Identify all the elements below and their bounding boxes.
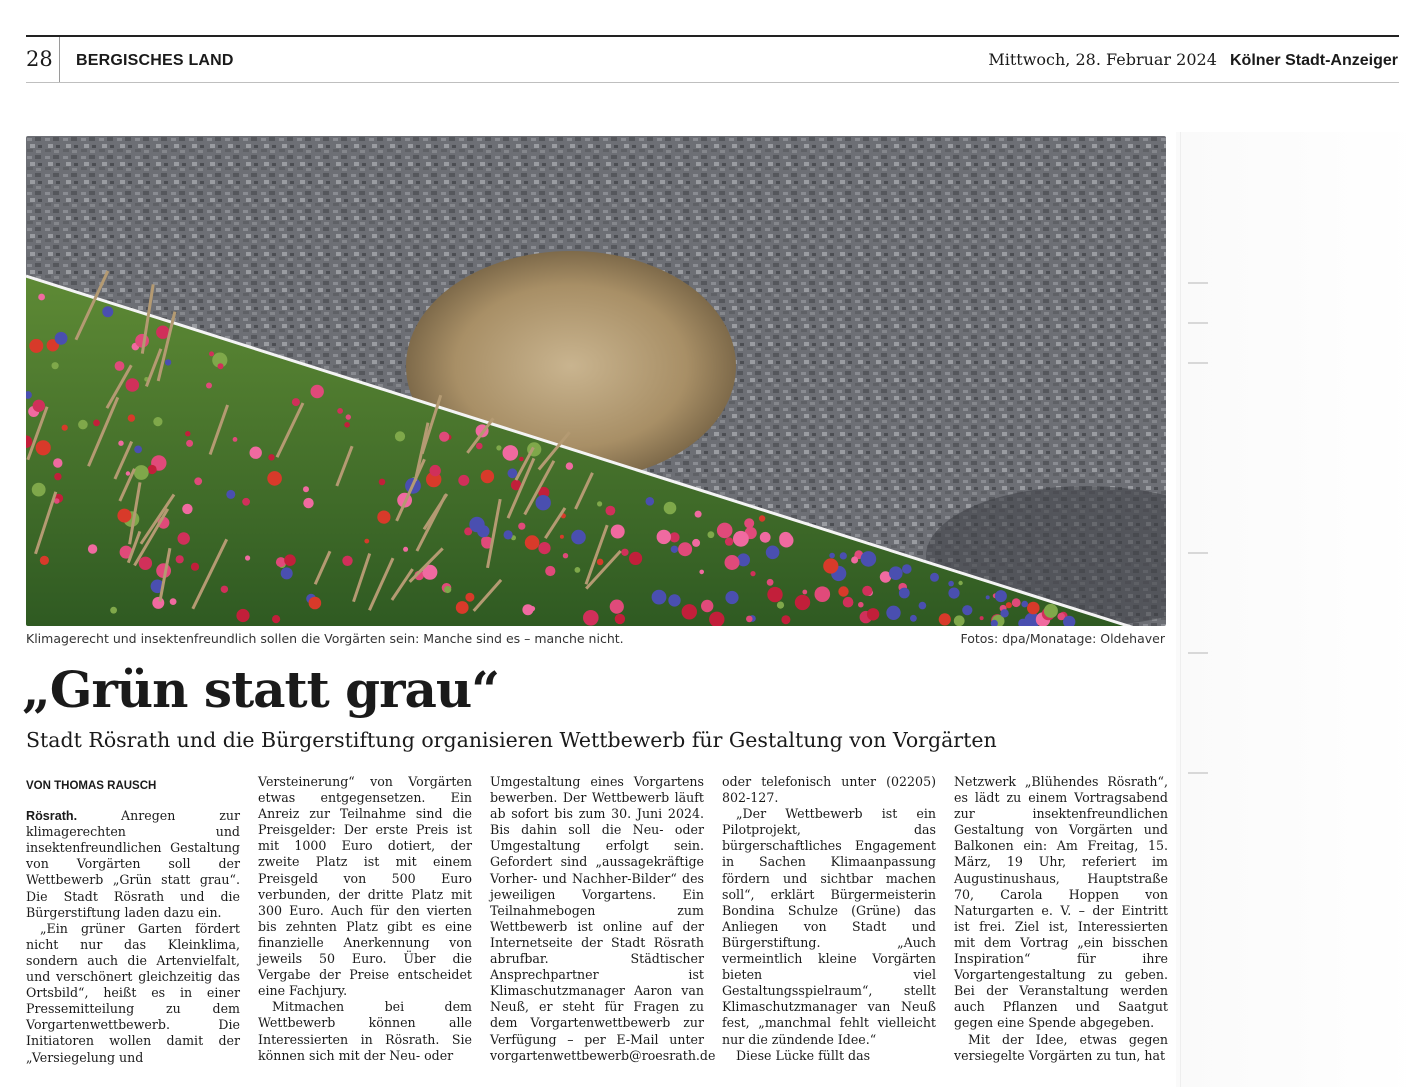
flower-dot (508, 468, 518, 478)
flower-dot (954, 615, 965, 626)
flower-dot (267, 471, 282, 486)
flower-dot (54, 473, 61, 480)
flower-dot (118, 441, 123, 446)
flower-dot (38, 294, 45, 301)
flower-dot (52, 362, 59, 369)
flower-dot (538, 542, 550, 554)
faded-text-line (1188, 652, 1208, 654)
flower-dot (958, 581, 962, 585)
flower-dot (725, 555, 740, 570)
flower-dot (152, 597, 164, 609)
flower-dot (503, 445, 519, 461)
flower-dot (682, 604, 697, 619)
flower-dot (962, 605, 972, 615)
flower-dot (823, 558, 838, 573)
flower-dot (646, 497, 655, 506)
flower-dot (303, 486, 309, 492)
flower-dot (678, 542, 692, 556)
flower-dot (276, 557, 286, 567)
flower-dot (701, 600, 713, 612)
flower-dot (919, 602, 927, 610)
body-paragraph: Umgestaltung eines Vorgartens bewerben. Der Wettbewerb läuft ab sofort bis zum 30. Juni 2024. Bis dahin soll die Neu- oder Umgestaltung erfolgt sein. Gefordert sind „aussagekräftige Vorher- und Nachher-Bilder“ des jeweiligen Vorgartens. Ein Teilnahmebogen zum Wettbewerb ist online auf der Internetseite der Stadt Rösrath abrufbar. Städtischer Ansprechpartner ist Klimaschutzmanager Aaron van Neuß, er steht für Fragen zu dem Vorgartenwettbewerb zur Verfügung – per E-Mail unter vorgartenwettbewerb@roesrath.de (490, 774, 716, 1063)
flower-dot (115, 361, 125, 371)
flower-dot (218, 363, 224, 369)
flower-dot (268, 454, 274, 460)
flower-dot (292, 398, 300, 406)
flower-dot (62, 425, 68, 431)
flower-dot (851, 557, 858, 564)
flower-dot (33, 400, 45, 412)
text-column-5 (954, 774, 1168, 1064)
flower-dot (481, 537, 488, 544)
flower-dot (284, 554, 296, 566)
flower-dot (176, 555, 184, 563)
adjacent-article-fade (1176, 132, 1420, 1087)
flower-dot (858, 602, 864, 608)
flower-dot (481, 470, 494, 483)
flower-dot (469, 517, 484, 532)
text-column-2 (258, 774, 472, 1064)
flower-dot (862, 586, 872, 596)
flower-dot (668, 594, 680, 606)
flower-dot (194, 477, 202, 485)
body-paragraph: Netzwerk „Blühendes Rösrath“, es lädt zu einem Vortragsabend zur insektenfreundlichen Gestaltung von Vorgärten und Balkonen ein: Am Freitag, 15. März, 19 Uhr, referiert im Augustinushaus, Hauptstraße 70, Carola Hoppen von Naturgarten e. V. – der Eintritt ist frei. Ziel ist, Interessierten mit dem Vortrag „ein bisschen Inspiration“ für ihre Vorgartengestaltung zu geben. Bei der Veranstaltung werden auch Pflanzen und Saatgut gegen eine Spende abgegeben. (954, 774, 1168, 1031)
flower-dot (838, 586, 848, 596)
flower-dot (597, 559, 604, 566)
body-paragraph: „Der Wettbewerb ist ein Pilotprojekt, das bürgerschaftliches Engagement in Sachen Klimaanpassung fördern und sichtbar machen soll“, erklärt Bürgermeisterin Bondina Schulze (Grüne) das Anliegen von Stadt und Bürgerstiftung. „Auch vermeintlich kleine Vorgärten bieten viel Gestaltungsspielraum“, stellt Klimaschutzmanager van Neuß fest, „manchmal fehlt vielleicht nur die zündende Idee.“ (722, 806, 936, 1047)
lead-paragraph (26, 808, 240, 921)
flower-dot (766, 546, 780, 560)
flower-dot (379, 479, 386, 486)
flower-dot (29, 339, 43, 353)
flower-dot (767, 579, 774, 586)
flower-dot (621, 549, 628, 556)
flower-dot (55, 332, 68, 345)
flower-dot (759, 515, 765, 521)
flower-dot (242, 498, 250, 506)
body-paragraph: oder telefonisch unter (02205) 802-127. (722, 774, 936, 806)
flower-dot (583, 610, 599, 626)
dateline: Rösrath. (26, 809, 78, 824)
flower-dot (170, 598, 177, 605)
flower-dot (444, 586, 451, 593)
flower-dot (281, 567, 293, 579)
flower-dot (134, 465, 149, 480)
flower-dot (40, 556, 49, 565)
flower-dot (695, 511, 702, 518)
photo-illustration (26, 136, 1166, 626)
flower-dot (1021, 601, 1028, 608)
flower-dot (767, 587, 782, 602)
flower-dot (725, 591, 738, 604)
byline: VON THOMAS RAUSCH (26, 780, 157, 792)
body-paragraph: „Ein grüner Garten fördert nicht nur das Kleinklima, sondern auch die Artenvielfalt, und verschönert gleichzeitig das Ortsbild“, heißt es in einer Pressemitteilung zu dem Vorgartenwettbewerb. Die Initiatoren wollen damit der „Versiegelung und (26, 920, 240, 1065)
flower-dot (128, 414, 135, 421)
flower-dot (102, 306, 113, 317)
flower-dot (1012, 598, 1021, 607)
page-number: 28 (26, 47, 53, 71)
body-paragraph: Diese Lücke füllt das (736, 1047, 871, 1063)
flower-dot (615, 614, 625, 624)
body-paragraph: Mitmachen bei dem Wettbewerb können alle Interessierten in Rösrath. Sie können sich mit der Neu- oder (258, 999, 472, 1063)
flower-dot (32, 483, 46, 497)
flower-dot (337, 408, 343, 414)
flower-dot (781, 615, 790, 624)
flower-dot (606, 506, 616, 516)
flower-dot (525, 535, 540, 550)
flower-dot (250, 447, 262, 459)
flower-dot (126, 471, 130, 475)
flower-dot (221, 586, 228, 593)
newspaper-name: Kölner Stadt-Anzeiger (1229, 52, 1398, 69)
flower-dot (843, 597, 854, 608)
flower-dot (530, 606, 535, 611)
section-name: BERGISCHES LAND (76, 52, 234, 69)
flower-dot (272, 615, 280, 623)
flower-dot (980, 616, 984, 620)
text-column-1 (26, 774, 240, 1066)
flower-dot (948, 588, 959, 599)
flower-dot (802, 590, 807, 595)
header-divider (59, 37, 60, 82)
flower-dot (430, 465, 441, 476)
body-paragraph: Mit der Idee, etwas gegen versiegelte Vorgärten zu tun, hat (954, 1031, 1168, 1063)
flower-dot (671, 546, 678, 553)
flower-dot (344, 422, 350, 428)
flower-dot (311, 385, 324, 398)
flower-dot (939, 613, 951, 625)
flower-dot (504, 530, 513, 539)
faded-text-line (1188, 362, 1208, 364)
flower-dot (795, 595, 810, 610)
faded-text-line (1188, 772, 1208, 774)
flower-dot (1006, 602, 1012, 608)
flower-dot (545, 566, 555, 576)
flower-dot (403, 547, 408, 552)
flower-dot (93, 420, 100, 427)
flower-dot (861, 551, 877, 567)
flower-dot (886, 606, 900, 620)
flower-dot (597, 501, 602, 506)
faded-text-line (1188, 322, 1208, 324)
flower-dot (571, 530, 586, 545)
flower-dot (902, 564, 912, 574)
flower-dot (744, 518, 754, 528)
flower-dot (611, 525, 625, 539)
flower-dot (439, 432, 449, 442)
issue-date: Mittwoch, 28. Februar 2024 (988, 50, 1217, 69)
flower-dot (236, 609, 249, 622)
flower-dot (867, 608, 879, 620)
flower-dot (708, 531, 715, 538)
flower-dot (664, 502, 677, 515)
flower-dot (815, 586, 831, 602)
flower-dot (1000, 609, 1008, 617)
flower-dot (309, 597, 322, 610)
flower-dot (206, 383, 212, 389)
flower-dot (518, 523, 525, 530)
flower-dot (629, 552, 642, 565)
flower-dot (995, 590, 1007, 602)
flower-dot (777, 602, 784, 609)
photo-credit: Fotos: dpa/Monatage: Oldehaver (960, 631, 1165, 646)
flower-dot (134, 446, 142, 454)
article-subheadline: Stadt Rösrath und die Bürgerstiftung organisieren Wettbewerb für Gestaltung von Vorgärten (26, 728, 997, 752)
flower-dot (88, 544, 97, 553)
flower-dot (117, 509, 131, 523)
flower-dot (165, 359, 171, 365)
flower-dot (717, 523, 733, 539)
flower-dot (829, 553, 835, 559)
faded-text-line (1188, 282, 1208, 284)
flower-dot (110, 607, 117, 614)
garden-photo-montage (26, 136, 1166, 626)
text-column-3 (490, 774, 716, 1064)
flower-dot (692, 539, 700, 547)
flower-dot (750, 571, 755, 576)
header-top-rule (26, 35, 1399, 37)
flower-dot (178, 532, 190, 544)
article-headline: „Grün statt grau“ (22, 660, 499, 719)
flower-dot (153, 417, 162, 426)
flower-dot (930, 573, 939, 582)
flower-dot (476, 443, 483, 450)
photo-caption: Klimagerecht und insektenfreundlich sollen die Vorgärten sein: Manche sind es – manche nicht. (26, 631, 624, 646)
flower-dot (575, 567, 581, 573)
flower-dot (346, 414, 351, 419)
flower-dot (342, 556, 352, 566)
faded-text-line (1188, 552, 1208, 554)
flower-dot (458, 475, 469, 486)
header-right (988, 50, 1398, 70)
flower-dot (746, 616, 753, 623)
flower-dot (986, 595, 990, 599)
flower-dot (657, 530, 671, 544)
flower-dot (699, 570, 704, 575)
column-rule (1180, 132, 1181, 1087)
flower-dot (519, 457, 524, 462)
lead-text: Anregen zur klimagerechten und insektenfreundlichen Gestaltung von Vorgärten soll der Wettbewerb „Grün statt grau“. Die Stadt Rösrath und die Bürgerstiftung laden dazu ein. (26, 808, 240, 920)
flower-dot (209, 351, 214, 356)
flower-dot (148, 465, 157, 474)
flower-dot (182, 504, 192, 514)
flower-dot (191, 563, 199, 571)
text-column-4 (722, 774, 936, 1064)
flower-dot (226, 490, 235, 499)
flower-dot (36, 440, 51, 455)
body-paragraph: Versteinerung“ von Vorgärten etwas entgegensetzen. Ein Anreiz zur Teilnahme sind die Preisgelder: Der erste Preis ist mit 1000 Euro dotiert, der zweite Platz ist mit einem Preisgeld von 500 Euro verbunden, der dritte Platz mit 300 Euro. Auch für den vierten bis zehnten Platz gibt es eine finanzielle Anerkennung von jeweils 50 Euro. Über die Vergabe der Preise entscheidet eine Fachjury. (258, 774, 472, 999)
flower-dot (889, 566, 903, 580)
flower-dot (126, 378, 140, 392)
flower-dot (760, 532, 771, 543)
flower-dot (78, 420, 88, 430)
flower-dot (1027, 602, 1040, 615)
flower-dot (733, 531, 749, 547)
flower-dot (566, 462, 573, 469)
flower-dot (364, 539, 369, 544)
flower-dot (652, 590, 667, 605)
flower-dot (536, 495, 551, 510)
flower-dot (465, 593, 474, 602)
flower-dot (1044, 604, 1058, 618)
flower-dot (139, 557, 152, 570)
flower-dot (245, 555, 250, 560)
flower-dot (53, 458, 62, 467)
flower-dot (395, 431, 405, 441)
flower-dot (725, 537, 733, 545)
flower-dot (899, 588, 910, 599)
header-bottom-rule (26, 82, 1399, 83)
flower-dot (610, 600, 624, 614)
flower-dot (779, 532, 792, 545)
flower-dot (563, 553, 568, 558)
flower-dot (377, 511, 390, 524)
flower-dot (186, 440, 193, 447)
flower-dot (948, 581, 954, 587)
flower-dot (456, 601, 469, 614)
flower-dot (303, 498, 313, 508)
flower-dot (840, 552, 847, 559)
flower-dot (185, 431, 190, 436)
flower-dot (560, 535, 564, 539)
flower-dot (910, 615, 917, 622)
flower-dot (233, 437, 238, 442)
flower-dot (496, 445, 501, 450)
